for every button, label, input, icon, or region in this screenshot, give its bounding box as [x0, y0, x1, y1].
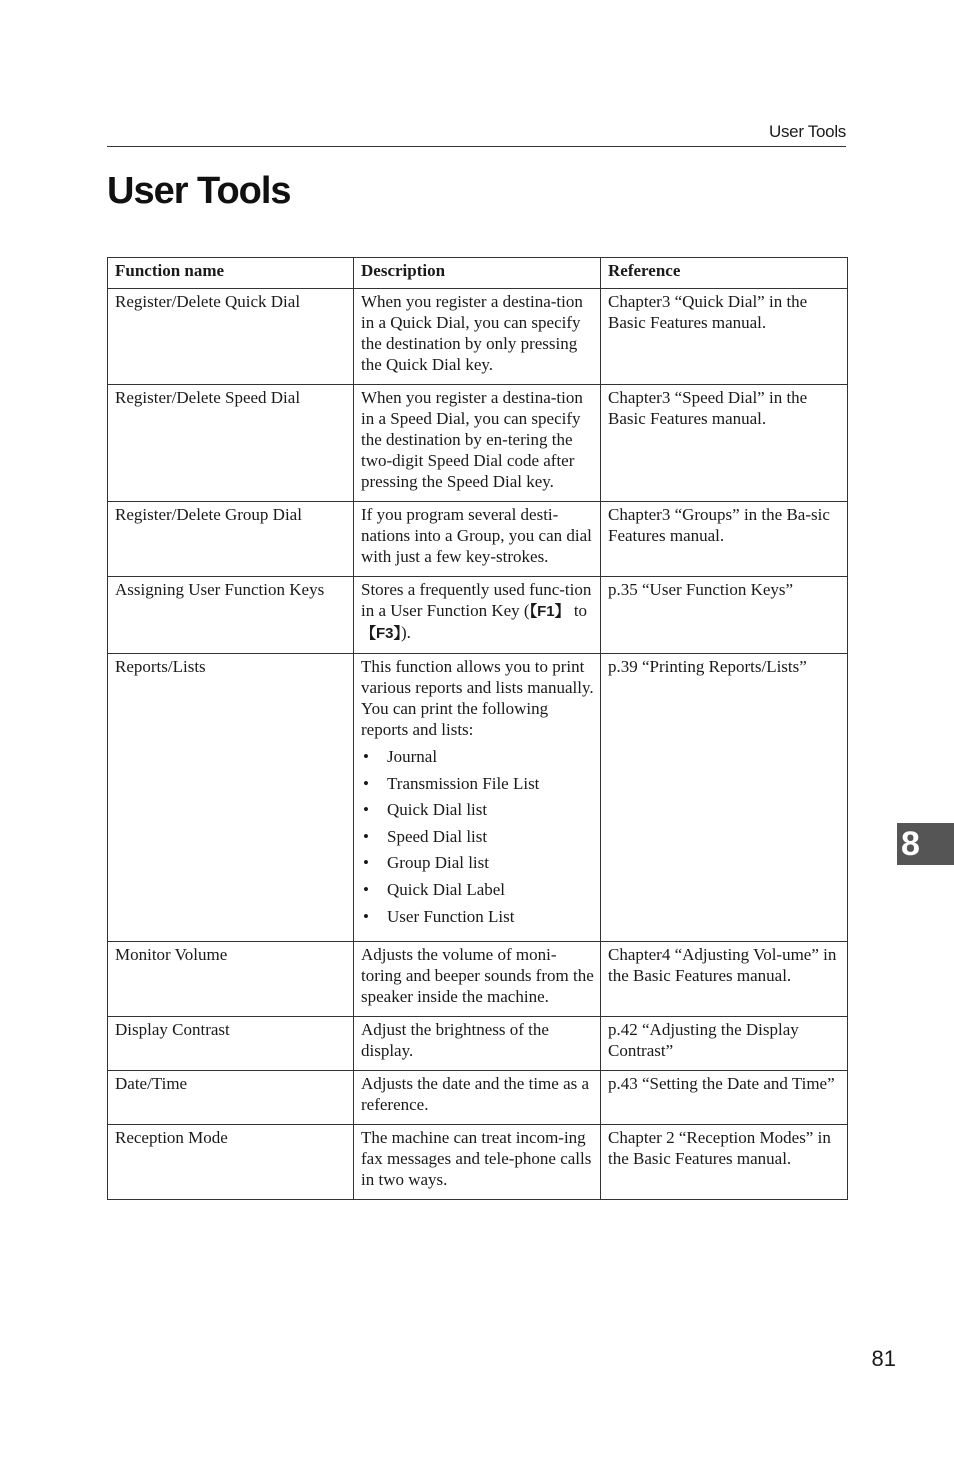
reference-cell: Chapter3 “Groups” in the Ba-sic Features manual.: [601, 502, 848, 577]
description-cell: When you register a destina-tion in a Speed Dial, you can specify the destination by en-tering the two-digit Speed Dial code after pressing the Speed Dial key.: [354, 385, 601, 502]
list-item: • Quick Dial Label: [363, 879, 506, 899]
table-row: [108, 1017, 848, 1071]
list-item: • Transmission File List: [363, 773, 540, 793]
f3-key-label: 【F3】: [361, 625, 402, 642]
bullet-icon: •: [363, 853, 369, 873]
user-tools-table: [107, 257, 848, 1200]
description-cell: [354, 654, 601, 942]
function-name-cell: Register/Delete Speed Dial: [108, 385, 354, 502]
f1-key-label: 【F1】: [529, 603, 570, 620]
bullet-icon: •: [363, 747, 369, 766]
reference-cell: p.42 “Adjusting the Display Contrast”: [601, 1017, 848, 1071]
bullet-icon: •: [363, 826, 369, 846]
running-header: User Tools: [769, 122, 846, 141]
reference-cell: Chapter3 “Speed Dial” in the Basic Features manual.: [601, 385, 848, 502]
description-cell: [354, 577, 601, 654]
page-title: User Tools: [107, 170, 291, 212]
list-item: • User Function List: [363, 906, 515, 926]
table-row: [108, 1125, 848, 1200]
table-row: [108, 289, 848, 385]
table-row: [108, 942, 848, 1017]
header-rule: [107, 146, 846, 147]
reference-cell: p.39 “Printing Reports/Lists”: [601, 654, 848, 942]
bullet-icon: •: [363, 800, 369, 820]
table-row: [108, 577, 848, 654]
reference-cell: p.43 “Setting the Date and Time”: [601, 1071, 848, 1125]
bullet-icon: •: [363, 906, 369, 926]
bullet-icon: •: [363, 879, 369, 899]
description-text: to: [569, 601, 588, 620]
description-cell: When you register a destina-tion in a Quick Dial, you can specify the destination by only pressing the Quick Dial key.: [354, 289, 601, 385]
function-name-cell: Register/Delete Quick Dial: [108, 289, 354, 385]
description-cell: Adjusts the volume of moni-toring and beeper sounds from the speaker inside the machine.: [354, 942, 601, 1017]
table-row: [108, 654, 848, 942]
reference-cell: Chapter4 “Adjusting Vol-ume” in the Basic Features manual.: [601, 942, 848, 1017]
description-cell: If you program several desti-nations into a Group, you can dial with just a few key-strokes.: [354, 502, 601, 577]
table-header-row: [108, 258, 848, 289]
reference-cell: Chapter 2 “Reception Modes” in the Basic Features manual.: [601, 1125, 848, 1200]
table-row: [108, 385, 848, 502]
list-item: • Group Dial list: [363, 853, 489, 873]
description-text: This function allows you to print various reports and lists manually. You can print the following reports and lists:: [361, 657, 594, 739]
report-list: [361, 746, 594, 927]
page-number: 81: [871, 1346, 896, 1371]
list-item: • Speed Dial list: [363, 826, 488, 846]
description-text: ).: [401, 623, 411, 642]
function-name-cell: Monitor Volume: [108, 942, 354, 1017]
function-name-cell: Reception Mode: [108, 1125, 354, 1200]
table-row: [108, 1071, 848, 1125]
list-item: • Journal: [363, 747, 438, 766]
list-item: • Quick Dial list: [363, 800, 488, 820]
table-row: [108, 502, 848, 577]
reference-cell: p.35 “User Function Keys”: [601, 577, 848, 654]
function-name-cell: Register/Delete Group Dial: [108, 502, 354, 577]
function-name-cell: Assigning User Function Keys: [108, 577, 354, 654]
reference-cell: Chapter3 “Quick Dial” in the Basic Features manual.: [601, 289, 848, 385]
bullet-icon: •: [363, 773, 369, 793]
column-header-reference: Reference: [601, 258, 848, 289]
function-name-cell: Reports/Lists: [108, 654, 354, 942]
description-cell: The machine can treat incom-ing fax messages and tele-phone calls in two ways.: [354, 1125, 601, 1200]
function-name-cell: Date/Time: [108, 1071, 354, 1125]
description-cell: Adjust the brightness of the display.: [354, 1017, 601, 1071]
column-header-description: Description: [354, 258, 601, 289]
function-name-cell: Display Contrast: [108, 1017, 354, 1071]
chapter-tab: 8: [897, 823, 954, 865]
column-header-function-name: Function name: [108, 258, 354, 289]
description-text: Stores a frequently used func-tion in a User Function Key (: [361, 580, 592, 620]
description-cell: Adjusts the date and the time as a reference.: [354, 1071, 601, 1125]
